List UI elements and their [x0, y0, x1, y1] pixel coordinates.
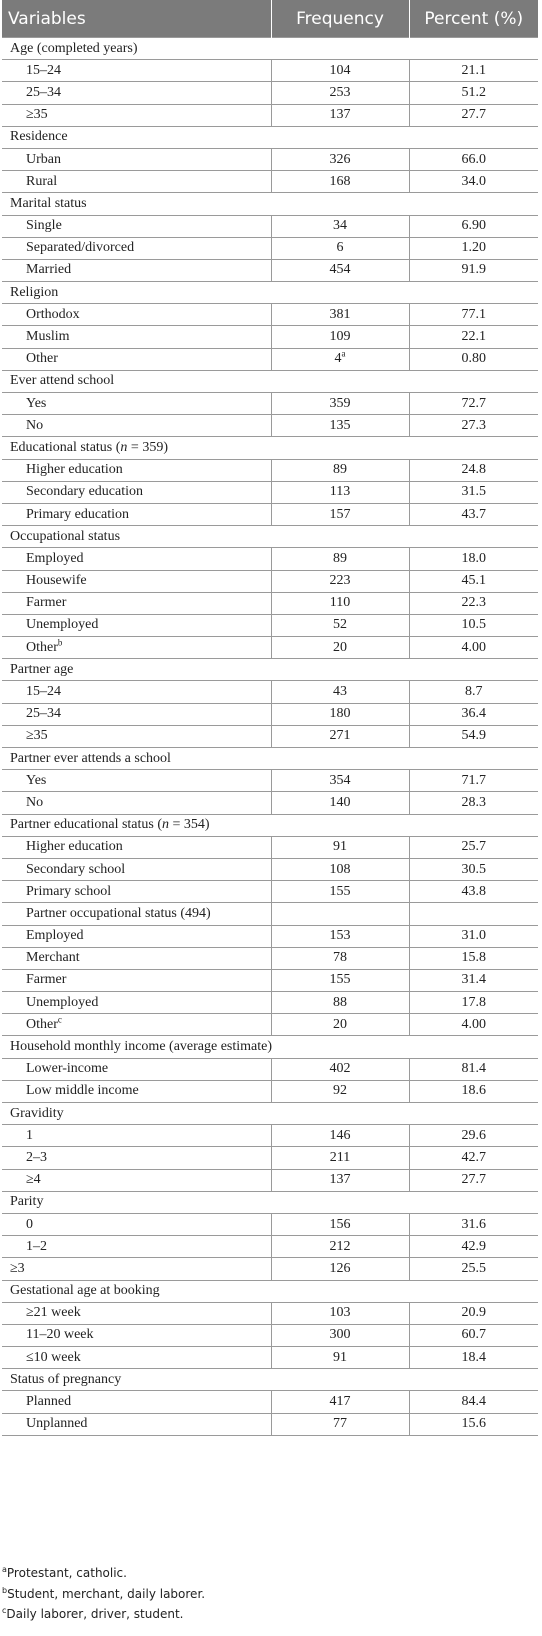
- section-label: Marital status: [2, 193, 538, 215]
- frequency-cell: 212: [271, 1236, 409, 1258]
- percent-cell: 54.9: [409, 725, 538, 747]
- frequency-cell: 137: [271, 104, 409, 126]
- row-label: Primary education: [2, 503, 271, 525]
- table-row: [2, 792, 538, 814]
- percent-cell: 51.2: [409, 82, 538, 104]
- row-label: Farmer: [2, 969, 271, 991]
- row-label: Employed: [2, 548, 271, 570]
- section-label: Ever attend school: [2, 370, 538, 392]
- table-row: [2, 1236, 538, 1258]
- row-label: Secondary school: [2, 858, 271, 880]
- section-label: Parity: [2, 1191, 538, 1213]
- row-label: Unemployed: [2, 992, 271, 1014]
- percent-cell: 42.9: [409, 1236, 538, 1258]
- frequency-cell: 110: [271, 592, 409, 614]
- section-label: Age (completed years): [2, 38, 538, 60]
- header-percent: Percent (%): [409, 0, 538, 38]
- frequency-cell: 454: [271, 259, 409, 281]
- percent-cell: 43.8: [409, 881, 538, 903]
- frequency-cell: 43: [271, 681, 409, 703]
- row-label: Muslim: [2, 326, 271, 348]
- frequency-cell: 34: [271, 215, 409, 237]
- percent-cell: 66.0: [409, 148, 538, 170]
- section-label: Partner age: [2, 659, 538, 681]
- table-row: [2, 703, 538, 725]
- percent-cell: 36.4: [409, 703, 538, 725]
- percent-cell: 28.3: [409, 792, 538, 814]
- frequency-cell: [271, 903, 409, 925]
- section-label: Partner educational status (n = 354): [2, 814, 538, 836]
- percent-cell: 60.7: [409, 1324, 538, 1346]
- row-label: 11–20 week: [2, 1324, 271, 1346]
- table-body: [2, 38, 538, 1436]
- percent-cell: 18.4: [409, 1347, 538, 1369]
- data-table-container: [2, 0, 538, 1436]
- table-row: [2, 903, 538, 925]
- row-label: Housewife: [2, 570, 271, 592]
- table-row: [2, 60, 538, 82]
- table-row: [2, 1302, 538, 1324]
- table-row: [2, 592, 538, 614]
- percent-cell: 10.5: [409, 614, 538, 636]
- row-label: Urban: [2, 148, 271, 170]
- percent-cell: 20.9: [409, 1302, 538, 1324]
- frequency-cell: 89: [271, 459, 409, 481]
- section-row: [2, 1036, 538, 1058]
- percent-cell: 72.7: [409, 393, 538, 415]
- section-row: [2, 814, 538, 836]
- frequency-cell: 4$^a$: [271, 348, 409, 370]
- table-row: [2, 171, 538, 193]
- table-row: [2, 637, 538, 659]
- frequency-cell: 103: [271, 1302, 409, 1324]
- row-label: Merchant: [2, 947, 271, 969]
- frequency-cell: 88: [271, 992, 409, 1014]
- frequency-cell: 157: [271, 503, 409, 525]
- row-label: Unplanned: [2, 1413, 271, 1435]
- table-row: [2, 947, 538, 969]
- table-row: [2, 1125, 538, 1147]
- table-row: [2, 992, 538, 1014]
- percent-cell: 27.7: [409, 104, 538, 126]
- row-label: Primary school: [2, 881, 271, 903]
- section-row: [2, 126, 538, 148]
- row-label: Single: [2, 215, 271, 237]
- table-row: [2, 548, 538, 570]
- percent-cell: 15.6: [409, 1413, 538, 1435]
- row-label: 25–34: [2, 703, 271, 725]
- table-row: [2, 326, 538, 348]
- percent-cell: 91.9: [409, 259, 538, 281]
- frequency-cell: 109: [271, 326, 409, 348]
- section-label: Educational status (n = 359): [2, 437, 538, 459]
- percent-cell: 0.80: [409, 348, 538, 370]
- row-label: Lower-income: [2, 1058, 271, 1080]
- frequency-cell: 140: [271, 792, 409, 814]
- percent-cell: 18.6: [409, 1080, 538, 1102]
- table-row: [2, 858, 538, 880]
- frequency-cell: 135: [271, 415, 409, 437]
- frequency-cell: 155: [271, 881, 409, 903]
- percent-cell: 4.00: [409, 1014, 538, 1036]
- percent-cell: 18.0: [409, 548, 538, 570]
- percent-cell: 22.3: [409, 592, 538, 614]
- row-label: Planned: [2, 1391, 271, 1413]
- percent-cell: 42.7: [409, 1147, 538, 1169]
- section-row: [2, 659, 538, 681]
- table-row: [2, 503, 538, 525]
- row-label: ≥4: [2, 1169, 271, 1191]
- frequency-cell: 108: [271, 858, 409, 880]
- table-row: [2, 481, 538, 503]
- header-variables: Variables: [2, 0, 271, 38]
- section-label: Residence: [2, 126, 538, 148]
- percent-cell: 8.7: [409, 681, 538, 703]
- row-label: No: [2, 415, 271, 437]
- row-label: Partner occupational status (494): [2, 903, 271, 925]
- percent-cell: 24.8: [409, 459, 538, 481]
- section-row: [2, 1191, 538, 1213]
- table-row: [2, 348, 538, 370]
- frequency-cell: 91: [271, 836, 409, 858]
- section-label: Household monthly income (average estimate): [2, 1036, 538, 1058]
- table-row: [2, 215, 538, 237]
- characteristics-table: [2, 0, 538, 1436]
- percent-cell: 21.1: [409, 60, 538, 82]
- frequency-cell: 271: [271, 725, 409, 747]
- row-label: ≥3: [2, 1258, 271, 1280]
- table-row: [2, 725, 538, 747]
- row-label: Orthodox: [2, 304, 271, 326]
- row-label: Secondary education: [2, 481, 271, 503]
- percent-cell: 31.4: [409, 969, 538, 991]
- row-label: ≥35: [2, 104, 271, 126]
- frequency-cell: 359: [271, 393, 409, 415]
- row-label: ≥21 week: [2, 1302, 271, 1324]
- section-label: Gravidity: [2, 1103, 538, 1125]
- frequency-cell: 223: [271, 570, 409, 592]
- row-label: Married: [2, 259, 271, 281]
- percent-cell: [409, 903, 538, 925]
- percent-cell: 81.4: [409, 1058, 538, 1080]
- table-row: [2, 259, 538, 281]
- frequency-cell: 20: [271, 1014, 409, 1036]
- table-row: [2, 1147, 538, 1169]
- row-label: Higher education: [2, 459, 271, 481]
- percent-cell: 25.5: [409, 1258, 538, 1280]
- frequency-cell: 402: [271, 1058, 409, 1080]
- row-label: 2–3: [2, 1147, 271, 1169]
- section-row: [2, 1103, 538, 1125]
- percent-cell: 25.7: [409, 836, 538, 858]
- percent-cell: 31.0: [409, 925, 538, 947]
- frequency-cell: 113: [271, 481, 409, 503]
- row-label: Higher education: [2, 836, 271, 858]
- frequency-cell: 300: [271, 1324, 409, 1346]
- frequency-cell: 89: [271, 548, 409, 570]
- section-label: Occupational status: [2, 526, 538, 548]
- section-label: Partner ever attends a school: [2, 748, 538, 770]
- frequency-cell: 77: [271, 1413, 409, 1435]
- row-label: Yes: [2, 770, 271, 792]
- row-label: ≤10 week: [2, 1347, 271, 1369]
- frequency-cell: 137: [271, 1169, 409, 1191]
- table-row: [2, 393, 538, 415]
- percent-cell: 43.7: [409, 503, 538, 525]
- frequency-cell: 92: [271, 1080, 409, 1102]
- percent-cell: 77.1: [409, 304, 538, 326]
- percent-cell: 31.5: [409, 481, 538, 503]
- frequency-cell: 354: [271, 770, 409, 792]
- table-row: [2, 681, 538, 703]
- frequency-cell: 52: [271, 614, 409, 636]
- header-frequency: Frequency: [271, 0, 409, 38]
- percent-cell: 45.1: [409, 570, 538, 592]
- frequency-cell: 253: [271, 82, 409, 104]
- table-row: [2, 415, 538, 437]
- table-row: [2, 237, 538, 259]
- section-row: [2, 282, 538, 304]
- row-label: Unemployed: [2, 614, 271, 636]
- row-label: Rural: [2, 171, 271, 193]
- row-label: ≥35: [2, 725, 271, 747]
- row-label: Farmer: [2, 592, 271, 614]
- section-row: [2, 193, 538, 215]
- table-row: [2, 1391, 538, 1413]
- footnote: $^b$Student, merchant, daily laborer.: [2, 1586, 206, 1601]
- table-row: [2, 925, 538, 947]
- frequency-cell: 156: [271, 1213, 409, 1235]
- percent-cell: 29.6: [409, 1125, 538, 1147]
- frequency-cell: 168: [271, 171, 409, 193]
- frequency-cell: 326: [271, 148, 409, 170]
- percent-cell: 27.7: [409, 1169, 538, 1191]
- frequency-cell: 153: [271, 925, 409, 947]
- section-row: [2, 748, 538, 770]
- table-row: [2, 1080, 538, 1102]
- row-label: Other$^b$: [2, 637, 271, 659]
- section-label: Religion: [2, 282, 538, 304]
- frequency-cell: 381: [271, 304, 409, 326]
- row-label: 15–24: [2, 60, 271, 82]
- frequency-cell: 211: [271, 1147, 409, 1169]
- table-header-row: [2, 0, 538, 38]
- frequency-cell: 180: [271, 703, 409, 725]
- percent-cell: 71.7: [409, 770, 538, 792]
- frequency-cell: 78: [271, 947, 409, 969]
- row-label: 15–24: [2, 681, 271, 703]
- table-row: [2, 969, 538, 991]
- table-row: [2, 1014, 538, 1036]
- table-row: [2, 570, 538, 592]
- frequency-cell: 6: [271, 237, 409, 259]
- table-row: [2, 104, 538, 126]
- table-row: [2, 1058, 538, 1080]
- table-row: [2, 1324, 538, 1346]
- frequency-cell: 146: [271, 1125, 409, 1147]
- row-label: Low middle income: [2, 1080, 271, 1102]
- row-label: 25–34: [2, 82, 271, 104]
- section-row: [2, 437, 538, 459]
- table-row: [2, 770, 538, 792]
- section-row: [2, 38, 538, 60]
- frequency-cell: 91: [271, 1347, 409, 1369]
- footnote: $^a$Protestant, catholic.: [2, 1565, 127, 1580]
- row-label: Other$^c$: [2, 1014, 271, 1036]
- row-label: 0: [2, 1213, 271, 1235]
- percent-cell: 1.20: [409, 237, 538, 259]
- frequency-cell: 104: [271, 60, 409, 82]
- percent-cell: 17.8: [409, 992, 538, 1014]
- percent-cell: 30.5: [409, 858, 538, 880]
- table-row: [2, 1258, 538, 1280]
- frequency-cell: 417: [271, 1391, 409, 1413]
- row-label: Yes: [2, 393, 271, 415]
- frequency-cell: 155: [271, 969, 409, 991]
- table-row: [2, 1347, 538, 1369]
- percent-cell: 84.4: [409, 1391, 538, 1413]
- section-row: [2, 1280, 538, 1302]
- row-label: Other: [2, 348, 271, 370]
- row-label: 1: [2, 1125, 271, 1147]
- table-row: [2, 304, 538, 326]
- row-label: Employed: [2, 925, 271, 947]
- footnote: $^c$Daily laborer, driver, student.: [2, 1606, 184, 1621]
- percent-cell: 6.90: [409, 215, 538, 237]
- table-row: [2, 148, 538, 170]
- frequency-cell: 126: [271, 1258, 409, 1280]
- table-row: [2, 836, 538, 858]
- table-row: [2, 459, 538, 481]
- percent-cell: 31.6: [409, 1213, 538, 1235]
- section-row: [2, 526, 538, 548]
- percent-cell: 22.1: [409, 326, 538, 348]
- frequency-cell: 20: [271, 637, 409, 659]
- row-label: No: [2, 792, 271, 814]
- section-row: [2, 1369, 538, 1391]
- section-label: Status of pregnancy: [2, 1369, 538, 1391]
- row-label: 1–2: [2, 1236, 271, 1258]
- table-row: [2, 1213, 538, 1235]
- section-label: Gestational age at booking: [2, 1280, 538, 1302]
- percent-cell: 27.3: [409, 415, 538, 437]
- percent-cell: 34.0: [409, 171, 538, 193]
- table-row: [2, 82, 538, 104]
- section-row: [2, 370, 538, 392]
- row-label: Separated/divorced: [2, 237, 271, 259]
- table-row: [2, 614, 538, 636]
- table-row: [2, 1413, 538, 1435]
- table-row: [2, 881, 538, 903]
- percent-cell: 15.8: [409, 947, 538, 969]
- percent-cell: 4.00: [409, 637, 538, 659]
- table-row: [2, 1169, 538, 1191]
